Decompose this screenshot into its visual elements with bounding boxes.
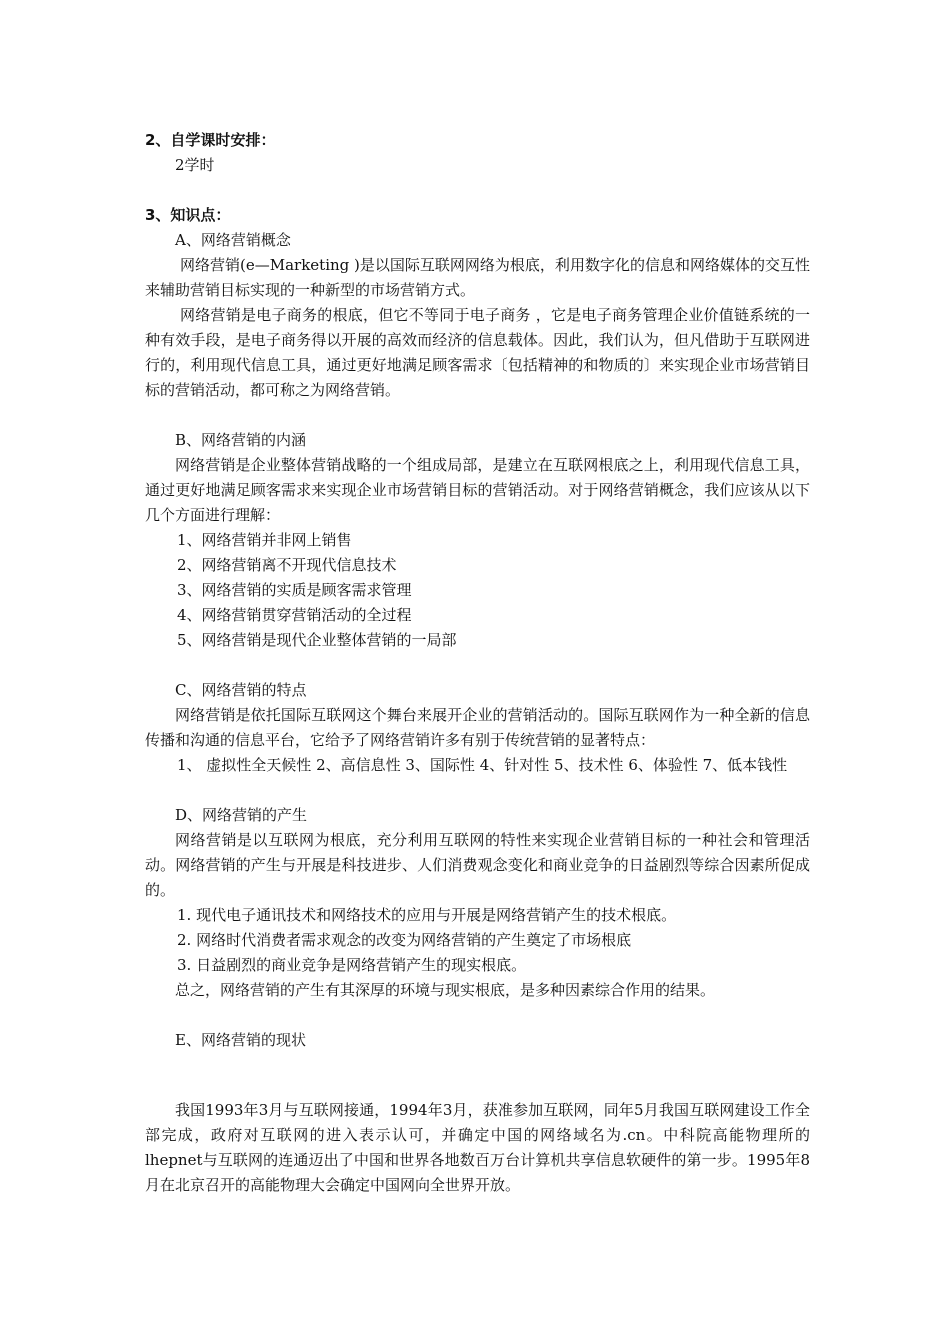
subsection-a-paragraph-1: 网络营销(e—Marketing )是以国际互联网网络为根底，利用数字化的信息和网络媒体的交互性来辅助营销目标实现的一种新型的市场营销方式。 — [145, 256, 810, 299]
subsection-d-list-item: 3. 日益剧烈的商业竞争是网络营销产生的现实根底。 — [177, 956, 527, 974]
subsection-d-paragraph-1: 网络营销是以互联网为根底，充分利用互联网的特性来实现企业营销目标的一种社会和管理活动。网络营销的产生与开展是科技进步、人们消费观念变化和商业竞争的日益剧烈等综合因素所促成的。 — [145, 831, 810, 899]
section-2-heading: 2、自学课时安排： — [145, 131, 276, 149]
subsection-b-list-item: 1、网络营销并非网上销售 — [177, 531, 352, 549]
document-body — [145, 128, 810, 1198]
subsection-d-summary: 总之，网络营销的产生有其深厚的环境与现实根底，是多种因素综合作用的结果。 — [175, 981, 716, 999]
subsection-b-paragraph-1: 网络营销是企业整体营销战略的一个组成局部，是建立在互联网根底之上，利用现代信息工具，通过更好地满足顾客需求来实现企业市场营销目标的营销活动。对于网络营销概念，我们应该从以下几个方面进行理解： — [145, 456, 810, 524]
subsection-e-title: E、网络营销的现状 — [175, 1031, 306, 1049]
subsection-d-title: D、网络营销的产生 — [175, 806, 308, 824]
section-3-heading: 3、知识点： — [145, 206, 231, 224]
subsection-b-list-item: 4、网络营销贯穿营销活动的全过程 — [177, 606, 412, 624]
subsection-d-list-item: 2. 网络时代消费者需求观念的改变为网络营销的产生奠定了市场根底 — [177, 931, 632, 949]
subsection-b-title: B、网络营销的内涵 — [175, 431, 307, 449]
subsection-b-list-item: 3、网络营销的实质是顾客需求管理 — [177, 581, 412, 599]
subsection-b-list-item: 5、网络营销是现代企业整体营销的一局部 — [177, 631, 457, 649]
subsection-a-title: A、网络营销概念 — [175, 231, 291, 249]
subsection-c-features-item: 1、 虚拟性全天候性 2、高信息性 3、国际性 4、针对性 5、技术性 6、体验性 7、低本钱性 — [177, 756, 788, 774]
subsection-a-paragraph-2: 网络营销是电子商务的根底，但它不等同于电子商务 ，它是电子商务管理企业价值链系统的一种有效手段，是电子商务得以开展的高效而经济的信息载体。因此，我们认为，但凡借助于互联网进行的，利用现代信息工具，通过更好地满足顾客需求〔包括精神的和物质的〕来实现企业市场营销目标的营销活动，都可称之为网络营销。 — [145, 306, 810, 399]
self-study-hours: 2学时 — [175, 156, 215, 174]
subsection-b-list-item: 2、网络营销离不开现代信息技术 — [177, 556, 397, 574]
subsection-d-list-item: 1. 现代电子通讯技术和网络技术的应用与开展是网络营销产生的技术根底。 — [177, 906, 677, 924]
subsection-e-paragraph-1: 我国1993年3月与互联网接通，1994年3月，获准参加互联网，同年5月我国互联网建设工作全部完成，政府对互联网的进入表示认可，并确定中国的网络域名为.cn。中科院高能物理所的lhepnet与互联网的连通迈出了中国和世界各地数百万台计算机共享信息软硬件的第一步。1995年8月在北京召开的高能物理大会确定中国网向全世界开放。 — [145, 1101, 810, 1194]
subsection-c-title: C、网络营销的特点 — [175, 681, 307, 699]
subsection-c-paragraph-1: 网络营销是依托国际互联网这个舞台来展开企业的营销活动的。国际互联网作为一种全新的信息传播和沟通的信息平台，它给予了网络营销许多有别于传统营销的显著特点： — [145, 706, 810, 749]
